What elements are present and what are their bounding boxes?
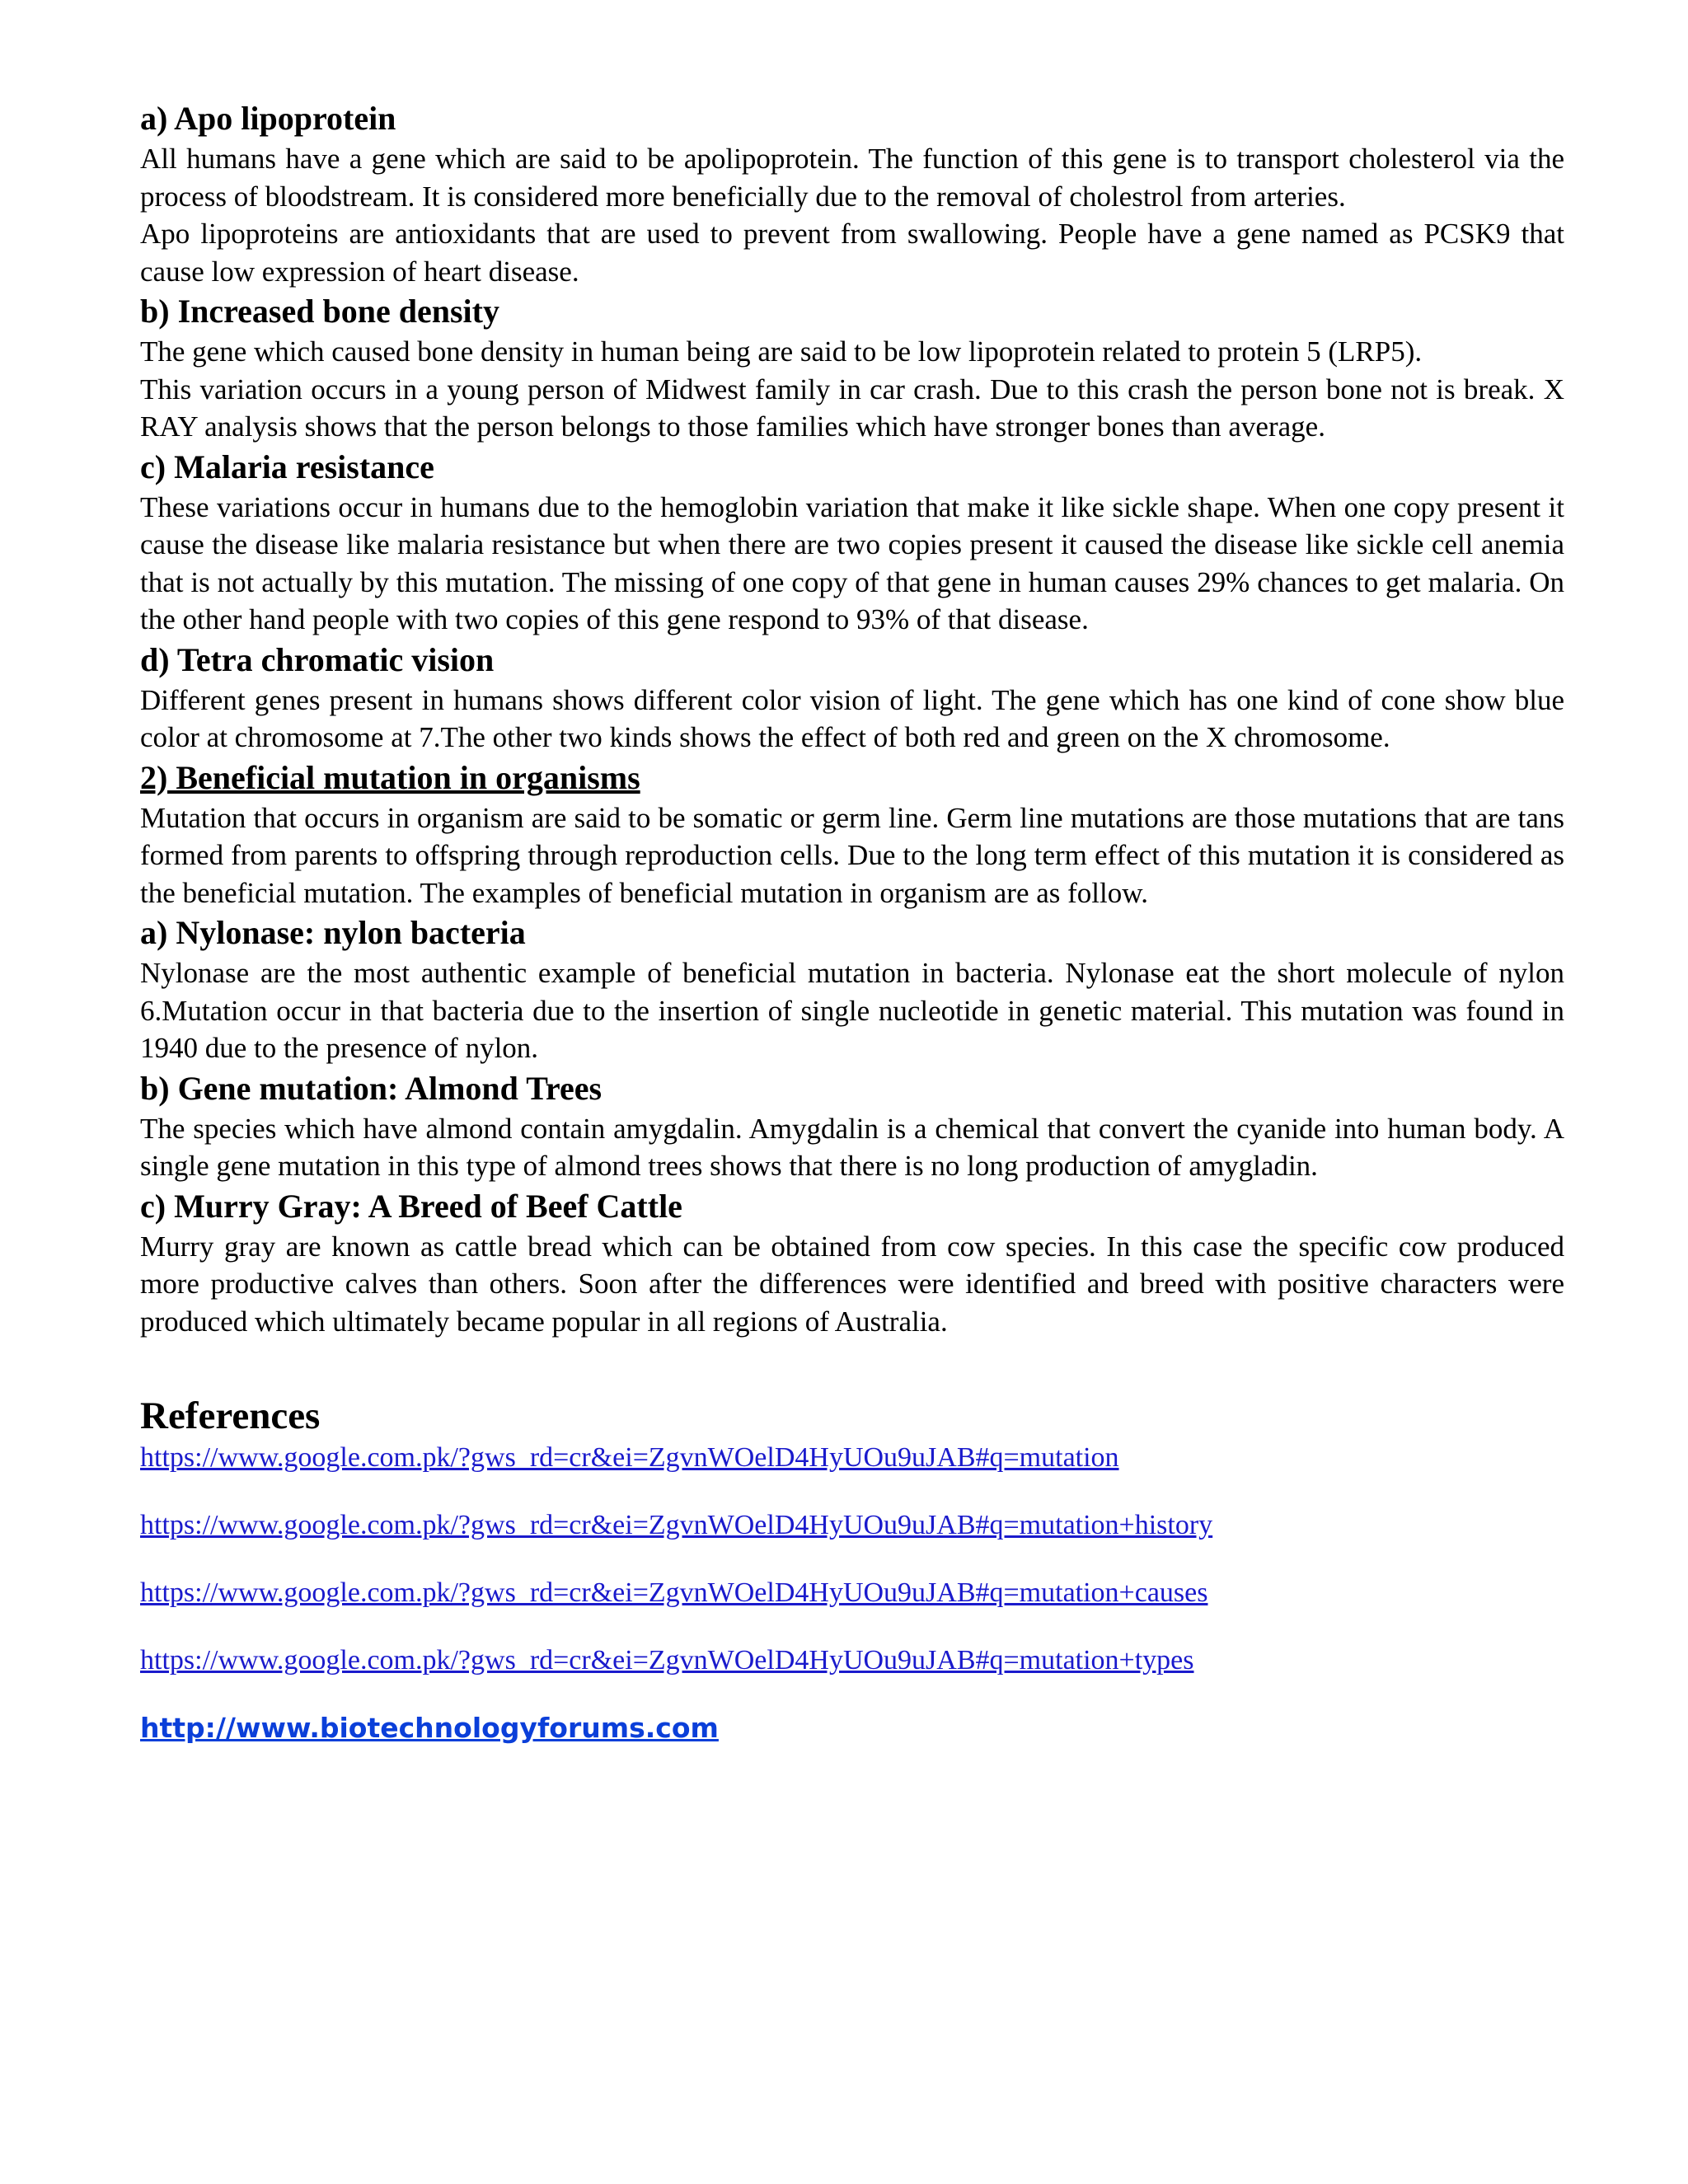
section-heading-apo-lipoprotein: a) Apo lipoprotein xyxy=(140,100,396,137)
section-heading-tetra-chromatic-vision: d) Tetra chromatic vision xyxy=(140,640,495,678)
paragraph: All humans have a gene which are said to be apolipoprotein. The function of this gene is to transport cholesterol via the process of bloodstream. It is considered more beneficially due to the removal of cholestrol from arteries. xyxy=(140,143,1564,213)
paragraph: The species which have almond contain amygdalin. Amygdalin is a chemical that convert the cyanide into human body. A single gene mutation in this type of almond trees shows that there is no long production of amygladin. xyxy=(140,1112,1564,1182)
section-heading-almond-trees: b) Gene mutation: Almond Trees xyxy=(140,1069,603,1107)
section-heading-bone-density: b) Increased bone density xyxy=(140,293,499,330)
reference-link[interactable]: https://www.google.com.pk/?gws_rd=cr&ei=ZgvnWOelD4HyUOu9uJAB#q=mutation+types xyxy=(140,1645,1194,1675)
paragraph: Murry gray are known as cattle bread which can be obtained from cow species. In this case the specific cow produced more productive calves than others. Soon after the differences were identified and breed with positive characters were produced which ultimately became popular in all regions of Australia. xyxy=(140,1230,1564,1338)
biotechnology-forums-link[interactable]: http://www.biotechnologyforums.com xyxy=(140,1712,719,1744)
references-heading: References xyxy=(140,1394,321,1437)
section-heading-beneficial-mutation: 2) Beneficial mutation in organisms xyxy=(140,758,640,796)
paragraph: Mutation that occurs in organism are said to be somatic or germ line. Germ line mutations are those mutations that are tans formed from parents to offspring through reproduction cells. Due to the long term effect of this mutation it is considered as the beneficial mutation. The examples of beneficial mutation in organism are as follow. xyxy=(140,801,1564,909)
section-heading-nylonase: a) Nylonase: nylon bacteria xyxy=(140,914,526,951)
section-heading-murry-gray: c) Murry Gray: A Breed of Beef Cattle xyxy=(140,1187,682,1225)
paragraph: Different genes present in humans shows different color vision of light. The gene which has one kind of cone show blue color at chromosome at 7.The other two kinds shows the effect of both red and green on the X chromosome. xyxy=(140,683,1564,753)
paragraph: Nylonase are the most authentic example of beneficial mutation in bacteria. Nylonase eat the short molecule of nylon 6.Mutation occur in that bacteria due to the insertion of single nucleotide in genetic material. This mutation was found in 1940 due to the presence of nylon. xyxy=(140,957,1564,1064)
reference-link[interactable]: https://www.google.com.pk/?gws_rd=cr&ei=ZgvnWOelD4HyUOu9uJAB#q=mutation xyxy=(140,1442,1119,1473)
reference-link[interactable]: https://www.google.com.pk/?gws_rd=cr&ei=ZgvnWOelD4HyUOu9uJAB#q=mutation+causes xyxy=(140,1577,1208,1608)
paragraph: The gene which caused bone density in human being are said to be low lipoprotein related to protein 5 (LRP5). xyxy=(140,335,1423,368)
reference-link[interactable]: https://www.google.com.pk/?gws_rd=cr&ei=ZgvnWOelD4HyUOu9uJAB#q=mutation+history xyxy=(140,1510,1213,1540)
paragraph: These variations occur in humans due to the hemoglobin variation that make it like sickle shape. When one copy present it cause the disease like malaria resistance but when there are two copies present it caused the disease like sickle cell anemia that is not actually by this mutation. The missing of one copy of that gene in human causes 29% chances to get malaria. On the other hand people with two copies of this gene respond to 93% of that disease. xyxy=(140,490,1564,635)
paragraph: This variation occurs in a young person of Midwest family in car crash. Due to this crash the person bone not is break. X RAY analysis shows that the person belongs to those families which have stronger bones than average. xyxy=(140,373,1564,443)
paragraph: Apo lipoproteins are antioxidants that are used to prevent from swallowing. People have a gene named as PCSK9 that cause low expression of heart disease. xyxy=(140,218,1564,288)
references-list xyxy=(140,1441,1564,1678)
section-heading-malaria-resistance: c) Malaria resistance xyxy=(140,448,434,485)
